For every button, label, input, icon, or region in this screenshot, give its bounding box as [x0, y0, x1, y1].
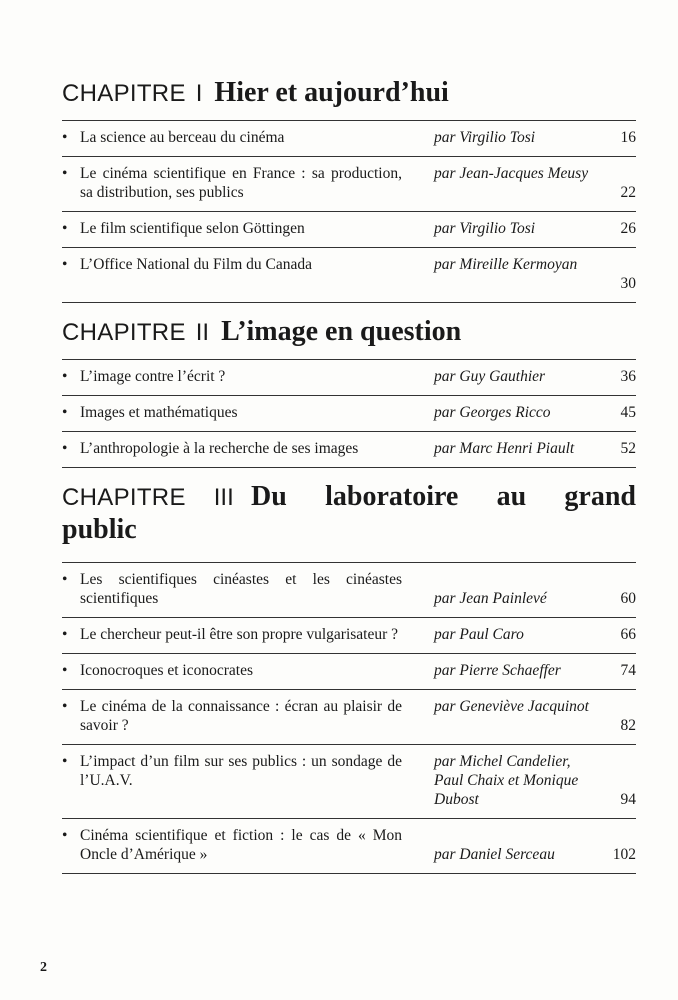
- entry-page: 26: [620, 220, 636, 237]
- entry-title: Le film scientifique selon Göttingen: [80, 220, 305, 237]
- entry-author: par Geneviève Jacquinot: [434, 698, 589, 715]
- entry-page: 82: [620, 717, 636, 734]
- chapter-3: [62, 482, 636, 874]
- entry-title: Les scientifiques cinéastes et les cinéastes scientifiques: [80, 571, 402, 607]
- entry-title: L’impact d’un film sur ses publics : un sondage de l’U.A.V.: [80, 753, 402, 789]
- entry-page: 36: [620, 368, 636, 385]
- entry-author: par Marc Henri Piault: [434, 440, 575, 457]
- toc-entry: [62, 819, 636, 874]
- chapter-title: Du laboratoire au grand public: [62, 481, 636, 545]
- chapter-label: CHAPITRE: [62, 319, 186, 346]
- toc-entry: [62, 654, 636, 690]
- bullet-icon: •: [62, 440, 68, 457]
- entry-author: par Michel Candelier, Paul Chaix et Monique Dubost: [434, 753, 579, 808]
- entry-page: 74: [620, 662, 636, 679]
- bullet-icon: •: [62, 662, 68, 679]
- bullet-icon: •: [62, 698, 68, 715]
- entry-page: 66: [620, 626, 636, 643]
- chapter-number: III: [213, 484, 234, 511]
- chapter-label: CHAPITRE: [62, 80, 186, 107]
- chapter-title: Hier et aujourd’hui: [214, 77, 449, 108]
- entry-page: 94: [620, 791, 636, 808]
- entry-author: par Georges Ricco: [434, 404, 551, 421]
- entry-page: 45: [620, 404, 636, 421]
- chapter-number: II: [195, 319, 210, 346]
- entry-page: 22: [620, 184, 636, 201]
- entry-author: par Daniel Serceau: [434, 846, 555, 863]
- bullet-icon: •: [62, 129, 68, 146]
- chapter-number: I: [195, 80, 203, 107]
- entry-page: 16: [620, 129, 636, 146]
- table-of-contents: [62, 78, 636, 874]
- entry-page: 60: [620, 590, 636, 607]
- chapter-heading: [62, 78, 636, 112]
- entry-title: Le cinéma scientifique en France : sa production, sa distribution, ses publics: [80, 165, 402, 201]
- page-number: 2: [40, 960, 47, 975]
- toc-entry: [62, 432, 636, 468]
- bullet-icon: •: [62, 165, 68, 182]
- entry-author: par Jean-Jacques Meusy: [434, 165, 589, 182]
- entry-author: par Mireille Kermoyan: [434, 256, 578, 273]
- bullet-icon: •: [62, 753, 68, 770]
- toc-entry: [62, 121, 636, 157]
- entry-title: Cinéma scientifique et fiction : le cas de « Mon Oncle d’Amérique »: [80, 827, 402, 863]
- toc-entry: [62, 618, 636, 654]
- entry-title: Le cinéma de la connaissance : écran au plaisir de savoir ?: [80, 698, 402, 734]
- entry-author: par Virgilio Tosi: [434, 129, 536, 146]
- entry-page: 30: [620, 275, 636, 292]
- entry-author: par Jean Painlevé: [434, 590, 547, 607]
- toc-entry: [62, 690, 636, 745]
- toc-entry: [62, 745, 636, 819]
- entry-author: par Virgilio Tosi: [434, 220, 536, 237]
- chapter-heading: [62, 482, 636, 548]
- bullet-icon: •: [62, 220, 68, 237]
- chapter-2: [62, 317, 636, 468]
- bullet-icon: •: [62, 571, 68, 588]
- toc-entry: [62, 157, 636, 212]
- bullet-icon: •: [62, 827, 68, 844]
- toc-entry: [62, 360, 636, 396]
- bullet-icon: •: [62, 626, 68, 643]
- chapter-label: CHAPITRE: [62, 484, 186, 511]
- chapter-1: [62, 78, 636, 303]
- entry-title: L’image contre l’écrit ?: [80, 368, 226, 385]
- entry-title: Images et mathématiques: [80, 404, 238, 421]
- toc-entry: [62, 212, 636, 248]
- entry-page: 102: [612, 846, 636, 863]
- entry-author: par Paul Caro: [434, 626, 524, 643]
- entry-author: par Guy Gauthier: [434, 368, 546, 385]
- toc-entry: [62, 563, 636, 618]
- entry-title: Le chercheur peut-il être son propre vulgarisateur ?: [80, 626, 399, 643]
- toc-entry: [62, 396, 636, 432]
- entry-title: L’Office National du Film du Canada: [80, 256, 313, 273]
- entry-title: Iconocroques et iconocrates: [80, 662, 254, 679]
- chapter-heading: [62, 317, 636, 351]
- entry-author: par Pierre Schaeffer: [434, 662, 561, 679]
- chapter-title: L’image en question: [221, 316, 462, 347]
- bullet-icon: •: [62, 368, 68, 385]
- entry-title: La science au berceau du cinéma: [80, 129, 285, 146]
- bullet-icon: •: [62, 404, 68, 421]
- bullet-icon: •: [62, 256, 68, 273]
- entry-title: L’anthropologie à la recherche de ses images: [80, 440, 359, 457]
- toc-entry: [62, 248, 636, 303]
- entry-page: 52: [620, 440, 636, 457]
